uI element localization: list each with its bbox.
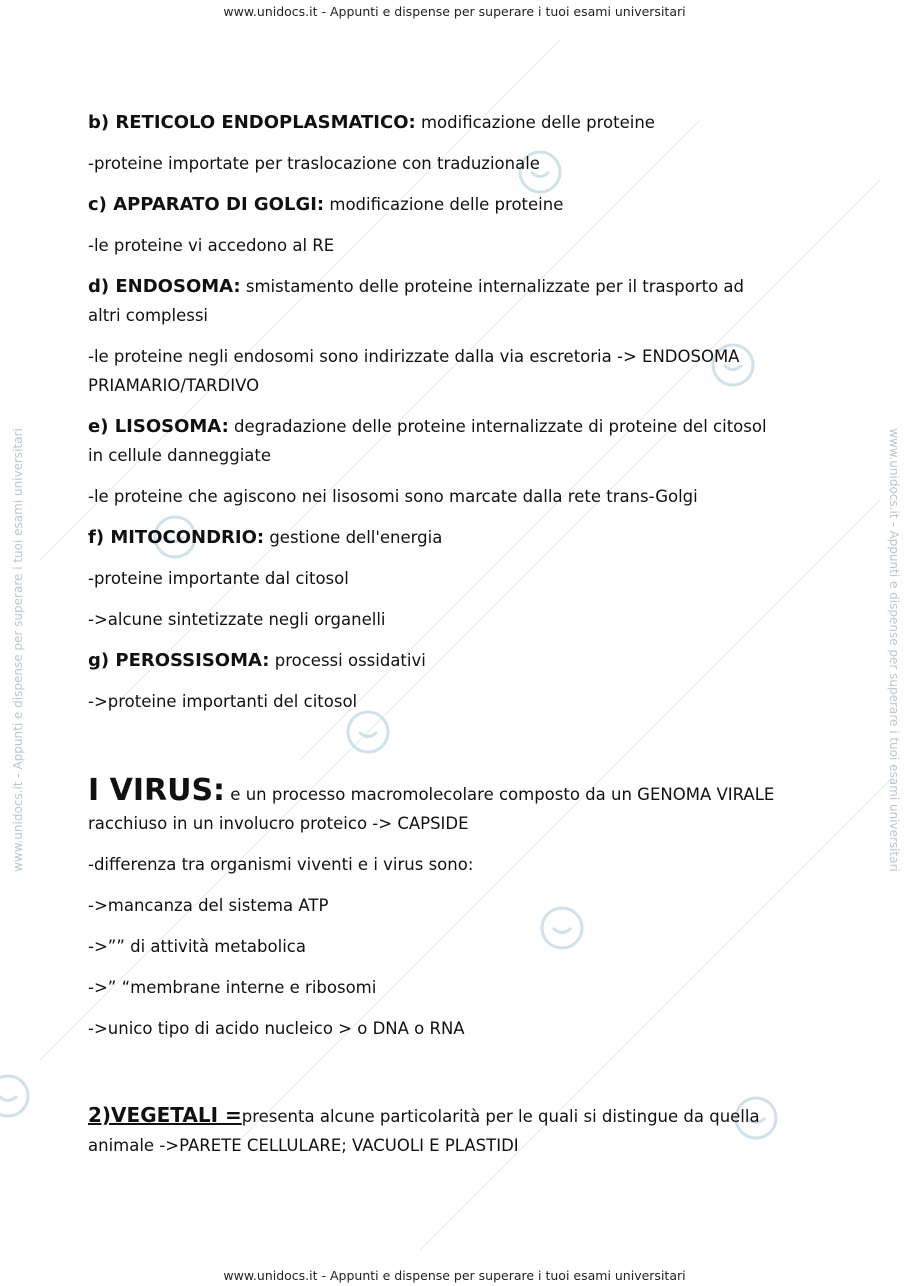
- mitocondrio-line: [88, 523, 828, 552]
- mitocondrio-heading: f) MITOCONDRIO:: [88, 527, 265, 548]
- virus-heading: I VIRUS:: [88, 773, 226, 808]
- lisosoma-heading: e) LISOSOMA:: [88, 416, 229, 437]
- virus-item: ->unico tipo di acido nucleico > o DNA o RNA: [88, 1019, 465, 1038]
- golgi-note: -le proteine vi accedono al RE: [88, 236, 335, 255]
- perossisoma-line: [88, 646, 828, 675]
- mitocondrio-text: gestione dell'energia: [264, 528, 443, 547]
- watermark-top: www.unidocs.it - Appunti e dispense per superare i tuoi esami universitari: [223, 4, 686, 19]
- reticolo-line: [88, 108, 828, 137]
- endosoma-text: smistamento delle proteine internalizzate per il trasporto ad: [240, 277, 744, 296]
- virus-line: [88, 773, 828, 809]
- mitocondrio-note: -proteine importante dal citosol: [88, 569, 349, 588]
- reticolo-note: -proteine importate per traslocazione con traduzionale: [88, 154, 540, 173]
- golgi-line: [88, 190, 828, 219]
- virus-text2: racchiuso in un involucro proteico -> CAPSIDE: [88, 814, 469, 833]
- vegetali-text: presenta alcune particolarità per le quali si distingue da quella: [241, 1107, 760, 1126]
- vegetali-line: [88, 1101, 828, 1131]
- virus-item: -differenza tra organismi viventi e i virus sono:: [88, 855, 474, 874]
- watermark-bottom: www.unidocs.it - Appunti e dispense per superare i tuoi esami universitari: [223, 1268, 686, 1283]
- watermark-left: www.unidocs.it - Appunti e dispense per superare i tuoi esami universitari: [11, 428, 25, 872]
- endosoma-note2: PRIAMARIO/TARDIVO: [88, 376, 260, 395]
- document-body: [88, 108, 828, 1160]
- reticolo-text: modificazione delle proteine: [415, 113, 655, 132]
- endosoma-note: -le proteine negli endosomi sono indirizzate dalla via escretoria -> ENDOSOMA: [88, 347, 740, 366]
- golgi-text: modificazione delle proteine: [324, 195, 564, 214]
- virus-item: ->”” di attività metabolica: [88, 937, 306, 956]
- lisosoma-text: degradazione delle proteine internalizzate di proteine del citosol: [228, 417, 767, 436]
- virus-item: ->mancanza del sistema ATP: [88, 896, 329, 915]
- lisosoma-text2: in cellule danneggiate: [88, 446, 272, 465]
- virus-text: e un processo macromolecolare composto da un GENOMA VIRALE: [225, 785, 775, 804]
- perossisoma-heading: g) PEROSSISOMA:: [88, 650, 270, 671]
- perossisoma-text: processi ossidativi: [269, 651, 426, 670]
- endosoma-text2: altri complessi: [88, 306, 209, 325]
- virus-item: ->” “membrane interne e ribosomi: [88, 978, 377, 997]
- lisosoma-line: [88, 412, 828, 441]
- watermark-right: www.unidocs.it - Appunti e dispense per superare i tuoi esami universitari: [887, 428, 901, 872]
- endosoma-line: [88, 272, 828, 301]
- endosoma-heading: d) ENDOSOMA:: [88, 276, 241, 297]
- reticolo-heading: b) RETICOLO ENDOPLASMATICO:: [88, 112, 416, 133]
- lisosoma-note: -le proteine che agiscono nei lisosomi sono marcate dalla rete trans-Golgi: [88, 487, 698, 506]
- vegetali-text2: animale ->PARETE CELLULARE; VACUOLI E PLASTIDI: [88, 1136, 519, 1155]
- mitocondrio-note2: ->alcune sintetizzate negli organelli: [88, 610, 386, 629]
- perossisoma-note: ->proteine importanti del citosol: [88, 692, 358, 711]
- vegetali-heading: 2)VEGETALI =: [88, 1103, 242, 1127]
- golgi-heading: c) APPARATO DI GOLGI:: [88, 194, 325, 215]
